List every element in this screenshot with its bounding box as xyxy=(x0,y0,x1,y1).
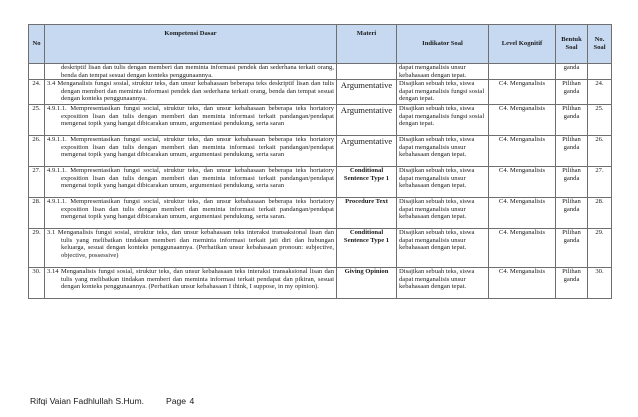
level-cell: C4. Menganalisis xyxy=(489,136,556,167)
table-body xyxy=(29,64,612,299)
header-no-soal: No. Soal xyxy=(588,25,612,64)
row-number: 25. xyxy=(29,105,45,136)
no-soal-cell: 29. xyxy=(588,229,612,268)
header-kompetensi-dasar: Kompetensi Dasar xyxy=(45,25,337,64)
materi-cell: Conditional Sentence Type 1 xyxy=(337,167,397,198)
materi-cell: Argumentative xyxy=(337,136,397,167)
header-level-kognitif: Level Kognitif xyxy=(489,25,556,64)
bentuk-cell: Pilihan ganda xyxy=(556,268,588,299)
document-page xyxy=(28,24,611,299)
materi-cell: Conditional Sentence Type 1 xyxy=(337,229,397,268)
level-cell: C4. Menganalisis xyxy=(489,268,556,299)
kisi-kisi-table xyxy=(28,24,612,299)
header-no: No xyxy=(29,25,45,64)
kd-number: 4.9.1.1. xyxy=(47,198,67,206)
kd-text: Menganalisis fungsi sosial, struktur teks, dan unsur kebahasaan beberapa teks deskriptif lisan dan tulis dengan memberi dan meminta informasi pendek dan sederhana terkait orang, benda dan tempat sesuai dengan konteks penggunaannya. xyxy=(57,80,334,103)
table-header xyxy=(29,25,612,64)
header-bentuk-soal: Bentuk Soal xyxy=(556,25,588,64)
bentuk-cell: ganda xyxy=(556,64,588,80)
no-soal-cell: 30. xyxy=(588,268,612,299)
indikator-cell: Disajikan sebuah teks, siswa dapat menganalisis unsur kebahasaan dengan tepat. xyxy=(397,268,489,299)
indikator-cell: Disajikan sebuah teks, siswa dapat menganalisis unsur kebahasaan dengan tepat. xyxy=(397,136,489,167)
footer-author: Rifqi Vaian Fadhlullah S.Hum. xyxy=(30,396,145,406)
bentuk-cell: Pilihan ganda xyxy=(556,229,588,268)
footer-page-number: 4 xyxy=(189,396,195,406)
table-row xyxy=(29,136,612,167)
kompetensi-dasar-cell xyxy=(45,105,337,136)
indikator-cell: Disajikan sebuah teks, siswa dapat menganalisis unsur kebahasaan dengan tepat. xyxy=(397,229,489,268)
row-number: 24. xyxy=(29,80,45,105)
kd-number: 4.9.1.1. xyxy=(47,105,67,113)
indikator-cell: Disajikan sebuah teks, siswa dapat menganalisis fungsi sosial dengan tepat. xyxy=(397,80,489,105)
kd-number: 4.9.1.1. xyxy=(47,136,67,144)
kd-number: 3.1 xyxy=(47,229,56,237)
row-number: 29. xyxy=(29,229,45,268)
indikator-cell: Disajikan sebuah teks, siswa dapat menganalisis fungsi sosial dengan tepat. xyxy=(397,105,489,136)
kd-text: Menganalisis fungsi sosial, struktur teks, dan unsur kebahasaan teks interaksi transaksional lisan dan tulis yang melibatkan tindakan memberi dan meminta informasi terkait jati diri dan hubungan keluarga, sesuai dengan konteks penggunaannya. (Perhatikan unsur kebahasaan pronoun: subjective, objective, possessive) xyxy=(57,229,334,259)
kompetensi-dasar-cell xyxy=(45,80,337,105)
footer-page-label: Page xyxy=(166,396,187,406)
kompetensi-dasar-cell xyxy=(45,268,337,299)
kd-text: Mempresentasikan fungsi social, struktur teks, dan unsur kebahasaan beberapa teks hortatory exposition lisan dan tulis dengan memberi dan meminta informasi terkait pandangan/pendapat mengenai topik yang hangat dibicarakan umum, argumentasi pendukung, serta saran. xyxy=(61,198,334,221)
materi-cell: Argumentative xyxy=(337,105,397,136)
table-row xyxy=(29,167,612,198)
kd-text: Menganalisis fungsi sosial, struktur teks, dan unsur kebahasaan teks interaksi transaksional lisan dan tulis yang melibatkan tindakan memberi dan meminta informasi terkait pendapat dan pikiran, sesuai dengan konteks penggunaannya. (Perhatikan unsur kebahasaan I think, I suppose, in my opinion). xyxy=(60,268,335,291)
header-indikator-soal: Indikator Soal xyxy=(397,25,489,64)
table-row xyxy=(29,198,612,229)
kd-text: Mempresentasikan fungsi social, struktur teks, dan unsur kebahasaan beberapa teks hortatory exposition lisan dan tulis dengan memberi dan meminta informasi terkait pandangan/pendapat mengenai topik yang hangat dibicarakan umum, argumentasi pendukung, serta saran xyxy=(61,167,334,190)
kompetensi-dasar-cell xyxy=(45,167,337,198)
no-soal-cell: 24. xyxy=(588,80,612,105)
no-soal-cell: 26. xyxy=(588,136,612,167)
bentuk-cell: Pilihan ganda xyxy=(556,80,588,105)
no-soal-cell: 25. xyxy=(588,105,612,136)
level-cell: C4. Menganalisis xyxy=(489,198,556,229)
kd-text: Mempresentasikan fungsi social, struktur teks, dan unsur kebahasaan beberapa teks hortatory exposition lisan dan tulis dengan memberi dan meminta informasi terkait pandangan/pendapat mengenai topik yang hangat dibicarakan umum, argumentasi pendukung, serta saran xyxy=(61,105,334,128)
kompetensi-dasar-cell xyxy=(45,64,337,80)
kompetensi-dasar-cell xyxy=(45,136,337,167)
bentuk-cell: Pilihan ganda xyxy=(556,105,588,136)
level-cell: C4. Menganalisis xyxy=(489,167,556,198)
materi-cell: Argumentative xyxy=(337,80,397,105)
header-row xyxy=(29,25,612,64)
footer-page xyxy=(165,396,194,406)
row-number: 26. xyxy=(29,136,45,167)
table-row xyxy=(29,268,612,299)
materi-cell: Giving Opinion xyxy=(337,268,397,299)
level-cell: C4. Menganalisis xyxy=(489,105,556,136)
level-cell: C4. Menganalisis xyxy=(489,229,556,268)
kd-number: 4.9.1.1. xyxy=(47,167,67,175)
row-number: 28. xyxy=(29,198,45,229)
level-cell xyxy=(489,64,556,80)
kompetensi-dasar-cell xyxy=(45,198,337,229)
bentuk-cell: Pilihan ganda xyxy=(556,198,588,229)
kd-number: 3.4 xyxy=(47,80,56,88)
bentuk-cell: Pilihan ganda xyxy=(556,136,588,167)
row-number: 30. xyxy=(29,268,45,299)
kd-text: Mempresentasikan fungsi social, struktur teks, dan unsur kebahasaan beberapa teks hortatory exposition lisan dan tulis dengan memberi dan meminta informasi terkait pandangan/pendapat mengenai topik yang hangat dibicarakan umum, argumentasi pendukung, serta saran xyxy=(61,136,334,159)
no-soal-cell: 28. xyxy=(588,198,612,229)
level-cell: C4. Menganalisis xyxy=(489,80,556,105)
kompetensi-dasar-cell xyxy=(45,229,337,268)
no-soal-cell xyxy=(588,64,612,80)
kd-number: 3.14 xyxy=(47,268,59,276)
row-number: 27. xyxy=(29,167,45,198)
no-soal-cell: 27. xyxy=(588,167,612,198)
table-row xyxy=(29,80,612,105)
indikator-cell: dapat menganalisis unsur kebahasaan dengan tepat. xyxy=(397,64,489,80)
table-row xyxy=(29,64,612,80)
materi-cell xyxy=(337,64,397,80)
kd-text: deskriptif lisan dan tulis dengan memberi dan meminta informasi pendek dan sederhana terkait orang, benda dan tempat sesuai dengan konteks penggunaannya. xyxy=(61,64,334,79)
indikator-cell: Disajikan sebuah teks, siswa dapat menganalisis unsur kebahasaan dengan tepat. xyxy=(397,198,489,229)
header-materi: Materi xyxy=(337,25,397,64)
indikator-cell: Disajikan sebuah teks, siswa dapat menganalisis unsur kebahasaan dengan tepat. xyxy=(397,167,489,198)
materi-cell: Procedure Text xyxy=(337,198,397,229)
bentuk-cell: Pilihan ganda xyxy=(556,167,588,198)
row-number xyxy=(29,64,45,80)
table-row xyxy=(29,229,612,268)
table-row xyxy=(29,105,612,136)
